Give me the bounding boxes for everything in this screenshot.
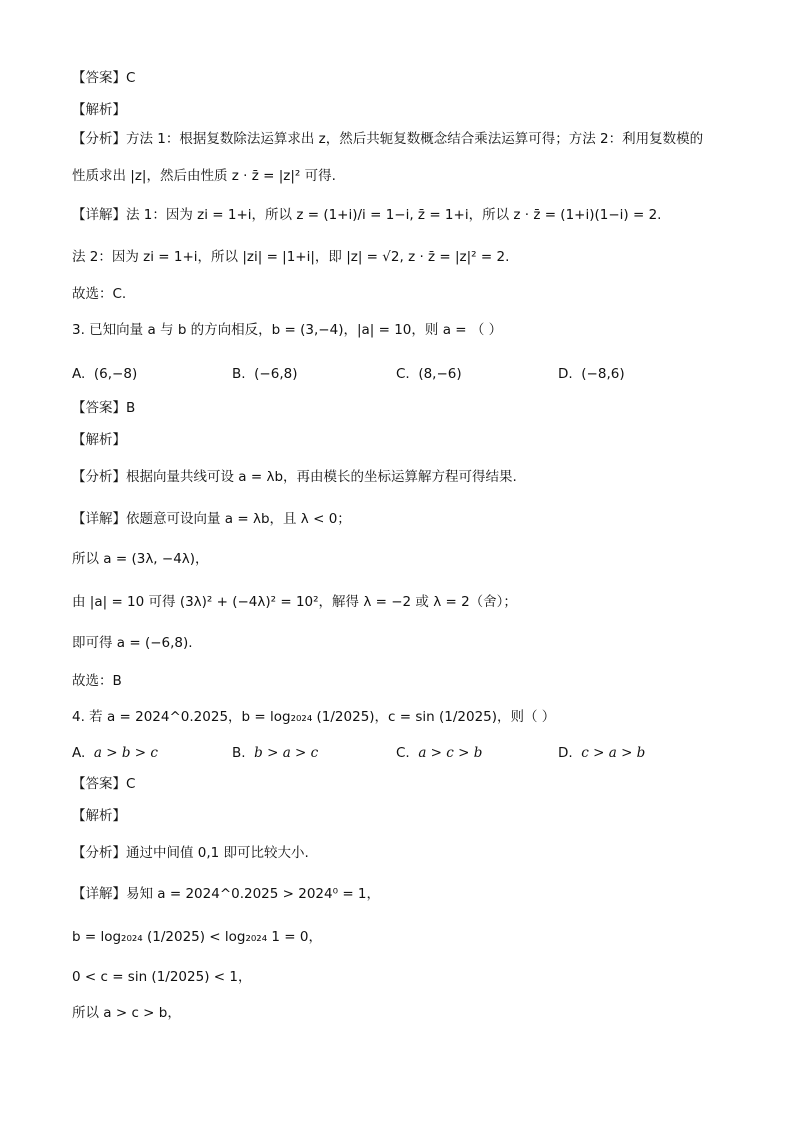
q3-option-a: A. (6,−8) — [72, 366, 138, 382]
text-line: 即可得 a = (−6,8). — [72, 635, 193, 651]
text-line: 所以 a = (3λ, −4λ)， — [72, 551, 209, 567]
text-line: 【解析】 — [72, 102, 126, 118]
text-line: 【答案】C — [72, 70, 136, 86]
text-line: 4. 若 a = 2024^0.2025，b = log₂₀₂₄ (1/2025)，c = sin (1/2025)，则（ ） — [72, 709, 556, 725]
text-line: 性质求出 |z|，然后由性质 z · z̄ = |z|² 可得. — [72, 168, 336, 184]
text-line: 【答案】B — [72, 400, 136, 416]
text-line: 【详解】法 1：因为 zi = 1+i，所以 z = (1+i)/i = 1−i, z̄ = 1+i，所以 z · z̄ = (1+i)(1−i) = 2. — [72, 207, 662, 223]
text-line: 所以 a > c > b， — [72, 1005, 181, 1021]
text-line: 【分析】通过中间值 0,1 即可比较大小. — [72, 845, 309, 861]
q4-option-b: B. b > a > c — [232, 745, 319, 761]
text-line: 【详解】依题意可设向量 a = λb，且 λ < 0； — [72, 511, 351, 527]
text-line: 由 |a| = 10 可得 (3λ)² + (−4λ)² = 10²，解得 λ = −2 或 λ = 2（舍）； — [72, 594, 517, 610]
text-line: 【分析】方法 1：根据复数除法运算求出 z，然后共轭复数概念结合乘法运算可得；方法 2：利用复数模的 — [72, 131, 704, 147]
text-line: 故选：B — [72, 673, 122, 689]
text-line: b = log₂₀₂₄ (1/2025) < log₂₀₂₄ 1 = 0， — [72, 929, 322, 945]
text-line: 故选：C. — [72, 286, 127, 302]
text-line: 【答案】C — [72, 776, 136, 792]
q3-option-d: D. (−8,6) — [558, 366, 625, 382]
text-line: 0 < c = sin (1/2025) < 1， — [72, 969, 252, 985]
q3-option-c: C. (8,−6) — [396, 366, 462, 382]
q4-option-a: A. a > b > c — [72, 745, 158, 761]
q3-option-b: B. (−6,8) — [232, 366, 298, 382]
text-line: 【解析】 — [72, 808, 126, 824]
text-line: 法 2：因为 zi = 1+i，所以 |zi| = |1+i|，即 |z| = √2, z · z̄ = |z|² = 2. — [72, 249, 510, 265]
text-line: 【分析】根据向量共线可设 a = λb，再由模长的坐标运算解方程可得结果. — [72, 469, 517, 485]
q4-option-d: D. c > a > b — [558, 745, 646, 761]
text-line: 【详解】易知 a = 2024^0.2025 > 2024⁰ = 1， — [72, 886, 381, 902]
text-line: 【解析】 — [72, 432, 126, 448]
q4-option-c: C. a > c > b — [396, 745, 483, 761]
text-line: 3. 已知向量 a 与 b 的方向相反，b = (3,−4)，|a| = 10，则 a = （ ） — [72, 322, 503, 338]
